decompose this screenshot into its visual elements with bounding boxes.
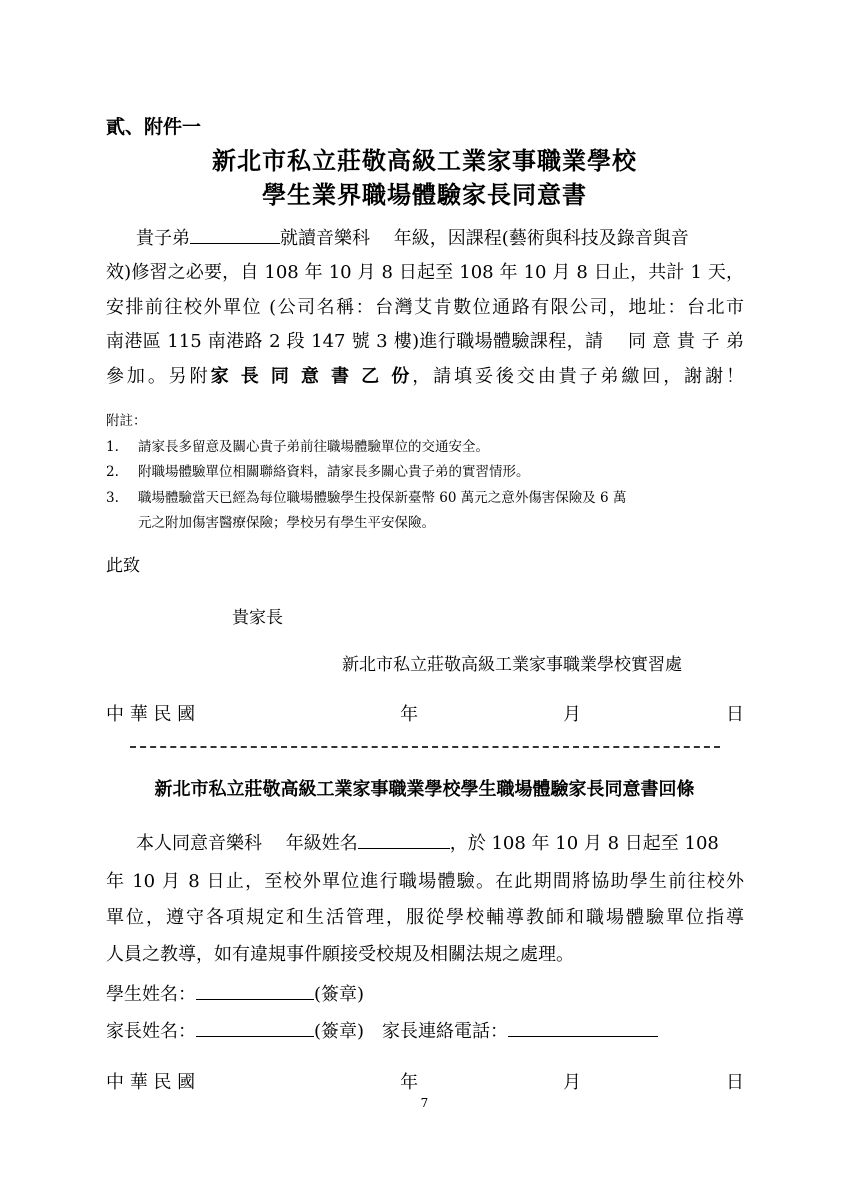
student-signature-row <box>106 980 744 1010</box>
parent-signature-row <box>106 1017 744 1047</box>
date-country: 中 華 民 國 <box>106 1072 196 1093</box>
note-number: 3. <box>106 490 119 506</box>
reply-name-blank <box>358 830 450 849</box>
note-text: 附職場體驗單位相關聯絡資料，請家長多關心貴子弟的實習情形。 <box>138 464 530 480</box>
parent-phone-label: 家長連絡電話： <box>382 1021 509 1042</box>
parent-name-label: 家長姓名： <box>106 1021 196 1042</box>
note-text: 職場體驗當天已經為每位職場體驗學生投保新臺幣 60 萬元之意外傷害保險及 6 萬 <box>138 490 627 506</box>
para1-line5 <box>106 362 744 392</box>
date-country: 中 華 民 國 <box>106 704 196 725</box>
note-item <box>106 461 530 483</box>
para1-line1 <box>136 224 744 254</box>
parent-sign-note: (簽章) <box>314 1021 365 1042</box>
date-year: 年 <box>400 704 419 725</box>
reply-line1 <box>136 829 744 859</box>
student-name-label: 學生姓名： <box>106 984 196 1005</box>
student-name-blank <box>190 225 280 244</box>
note-item <box>106 436 489 458</box>
reply-date-row <box>106 1068 744 1094</box>
date-row <box>106 700 744 726</box>
note-number: 1. <box>106 439 119 455</box>
issuing-office: 新北市私立莊敬高級工業家事職業學校實習處 <box>342 655 682 675</box>
notes-header: 附註： <box>106 413 147 429</box>
note-text: 請家長多留意及關心貴子弟前往職場體驗單位的交通安全。 <box>138 439 489 455</box>
note-item3-continued: 元之附加傷害醫療保險；學校另有學生平安保險。 <box>138 515 435 531</box>
page-number: 7 <box>420 1096 429 1110</box>
para1-line5-rest: ，請填妥後交由貴子弟繳回，謝謝！ <box>412 366 744 387</box>
reply-line4: 人員之教導，如有違規事件願接受校規及相關法規之處理。 <box>106 944 574 965</box>
document-subtitle: 學生業界職場體驗家長同意書 <box>262 180 587 209</box>
reply-line2: 年 10 月 8 日止，至校外單位進行職場體驗。在此期間將協助學生前往校外 <box>106 871 744 892</box>
reply-slip-title: 新北市私立莊敬高級工業家事職業學校學生職場體驗家長同意書回條 <box>154 779 695 800</box>
date-month: 月 <box>563 1072 582 1093</box>
para1-line4: 南港區 115 南港路 2 段 147 號 3 樓)進行職場體驗課程，請 同 意 貴 子 弟 <box>106 331 744 352</box>
reply-line1-rest: ，於 108 年 10 月 8 日起至 108 <box>449 833 719 854</box>
note-number: 2. <box>106 464 119 480</box>
parent-phone-blank[interactable] <box>508 1018 658 1037</box>
date-month: 月 <box>563 704 582 725</box>
consent-form-emphasis: 家 長 同 意 書 乙 份 <box>210 366 413 387</box>
cut-line-divider <box>130 746 720 748</box>
date-day: 日 <box>725 1072 744 1093</box>
para1-line3: 安排前往校外單位 (公司名稱：台灣艾肯數位通路有限公司，地址：台北市 <box>106 297 744 318</box>
reply-lead: 本人同意音樂科 年級姓名 <box>136 833 358 854</box>
recipient: 貴家長 <box>232 608 283 628</box>
parent-signature-blank[interactable] <box>196 1018 314 1037</box>
student-signature-blank[interactable] <box>196 981 314 1000</box>
date-day: 日 <box>725 704 744 725</box>
student-sign-note: (簽章) <box>314 984 365 1005</box>
date-year: 年 <box>400 1072 419 1093</box>
closing-phrase: 此致 <box>106 556 140 576</box>
para1-line1-rest: 就讀音樂科 年級，因課程(藝術與科技及錄音與音 <box>280 228 689 249</box>
attachment-heading: 貳、附件一 <box>106 116 202 138</box>
reply-line3: 單位，遵守各項規定和生活管理，服從學校輔導教師和職場體驗單位指導 <box>106 907 744 928</box>
document-title: 新北市私立莊敬高級工業家事職業學校 <box>212 146 637 175</box>
para1-lead: 貴子弟 <box>136 228 190 249</box>
para1-line5-lead: 參加。另附 <box>106 366 211 387</box>
para1-line2: 效)修習之必要，自 108 年 10 月 8 日起至 108 年 10 月 8 日止，共計 1 天， <box>106 262 744 283</box>
note-item <box>106 487 626 509</box>
